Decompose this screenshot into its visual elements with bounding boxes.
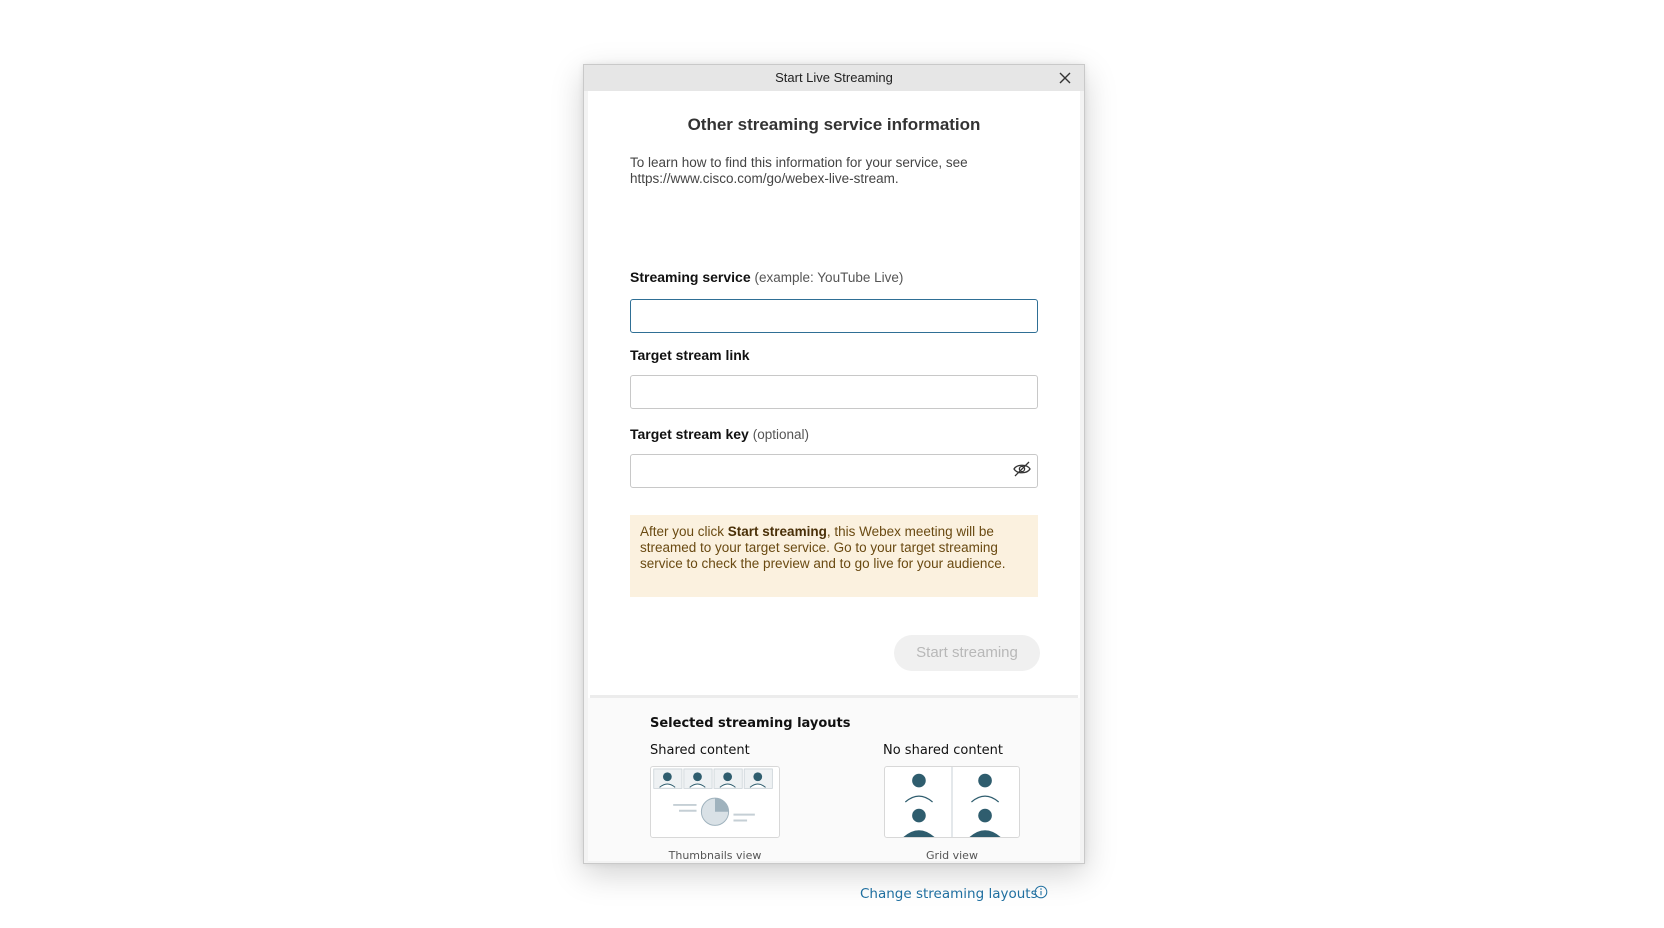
target-stream-key-label <box>630 426 809 442</box>
target-stream-key-input[interactable] <box>630 454 1038 488</box>
no-shared-content-label: No shared content <box>883 743 1004 758</box>
dialog-titlebar <box>584 65 1084 91</box>
info-icon[interactable] <box>1034 885 1048 899</box>
notice-bold: Start streaming <box>727 524 827 539</box>
target-stream-key-label-text: Target stream key <box>630 426 749 442</box>
notice-prefix: After you click <box>640 524 728 539</box>
streaming-layouts-section <box>588 698 1080 902</box>
grid-view-caption: Grid view <box>926 849 978 862</box>
shared-content-label: Shared content <box>650 743 750 758</box>
streaming-service-input[interactable] <box>630 299 1038 333</box>
eye-hidden-icon[interactable] <box>1012 460 1032 478</box>
target-stream-link-label: Target stream link <box>630 347 750 363</box>
start-live-streaming-dialog <box>583 64 1085 902</box>
target-stream-link-input[interactable] <box>630 375 1038 409</box>
streaming-notice <box>630 515 1038 597</box>
streaming-service-hint: (example: YouTube Live) <box>754 270 904 285</box>
help-text: To learn how to find this information for your service, see https://www.cisco.com/go/webex-live-stream. <box>630 155 968 186</box>
streaming-service-label <box>630 269 903 285</box>
layouts-title: Selected streaming layouts <box>650 716 851 731</box>
page-title: Other streaming service information <box>687 115 981 134</box>
start-streaming-button[interactable]: Start streaming <box>894 635 1040 671</box>
dialog-content <box>588 91 1080 902</box>
thumbnails-view-preview <box>650 766 780 838</box>
close-icon[interactable] <box>1058 71 1072 85</box>
thumbnails-view-caption: Thumbnails view <box>668 849 762 862</box>
notice-suffix: , this Webex meeting will be streamed to your target service. Go to your target streaming service to check the preview and to go live for your audience. <box>640 524 1006 571</box>
streaming-service-label-text: Streaming service <box>630 269 751 285</box>
target-stream-key-hint: (optional) <box>752 427 809 442</box>
change-streaming-layouts-link[interactable]: Change streaming layouts <box>860 886 1038 902</box>
grid-view-preview <box>884 766 1020 838</box>
dialog-title: Start Live Streaming <box>775 70 893 85</box>
